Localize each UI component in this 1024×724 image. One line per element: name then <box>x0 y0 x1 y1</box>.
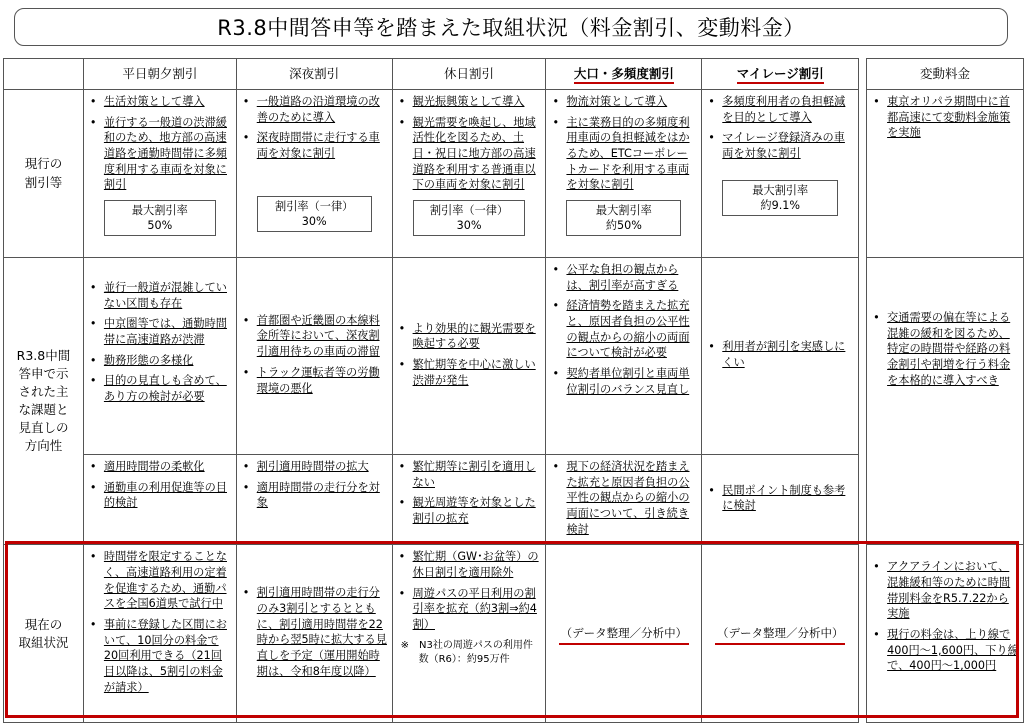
cell-issues-holiday <box>392 258 546 455</box>
list-item <box>88 549 232 612</box>
list-item <box>397 94 542 110</box>
list-item-text: 並行一般道が混雑していない区間も存在 <box>103 281 227 310</box>
list-item-text: 東京オリパラ期間中に首都高速にて変動料金施策を実施 <box>887 95 1011 140</box>
status-bulk-text: （データ整理／分析中） <box>559 625 690 645</box>
list-item-text: 契約者単位割引と車両単位割引のバランス見直し <box>566 367 690 396</box>
row-label-current-text: 現行の 割引等 <box>24 156 63 190</box>
cell-status-night <box>236 545 392 723</box>
status-mileage-text: （データ整理／分析中） <box>715 625 846 645</box>
list-item <box>397 459 542 490</box>
list-status-weekday <box>88 549 232 695</box>
list-item-text: 勤務形態の多様化 <box>103 353 194 367</box>
list-issues-night <box>241 313 388 396</box>
list-item <box>871 310 1019 388</box>
row-label-status-text: 現在の 取組状況 <box>18 616 69 650</box>
list-item <box>88 617 232 695</box>
cell-direction-holiday <box>392 455 546 545</box>
cell-issues-night <box>236 258 392 455</box>
list-item <box>88 94 232 110</box>
rate-value: 30% <box>456 219 482 233</box>
header-bulk-label: 大口・多頻度割引 <box>574 66 674 84</box>
list-item-text: 適用時間帯の柔軟化 <box>103 460 205 473</box>
list-item-text: 経済情勢を踏まえた拡充と、原因者負担の公平性の観点からの縮小の両面について検討が必要 <box>566 299 690 360</box>
row-label-issues <box>4 258 84 545</box>
list-item-text: 中京圏等では、通勤時間帯に高速道路が渋滞 <box>103 317 227 347</box>
list-item-text: 主に業務目的の多頻度利用車両の負担軽減をはかるため、ETCコーポレートカードを利用する車両を対象に割引 <box>566 115 690 192</box>
list-item-text: 観光周遊等を対象とした割引の拡充 <box>412 496 536 526</box>
list-item-text: 並行する一般道の渋滞緩和のため、地方部の高速道路を通勤時間帯に多頻度利用する車両を対象に割引 <box>103 115 227 192</box>
list-item-text: 目的の見直しも含めて、あり方の検討が必要 <box>103 374 227 404</box>
list-current-mileage <box>706 94 854 162</box>
cell-direction-mileage <box>702 455 859 545</box>
list-item-text: 事前に登録した区間において、10回分の料金で20回利用できる（21回目以降は、5割引の料金が請求） <box>103 618 227 694</box>
cell-issues-variable <box>867 258 1024 545</box>
cell-direction-night <box>236 455 392 545</box>
list-item <box>88 480 232 511</box>
list-item <box>241 480 388 511</box>
list-item <box>88 115 232 193</box>
list-item <box>397 115 542 193</box>
list-direction-bulk <box>550 459 697 537</box>
list-item <box>550 115 697 193</box>
cell-current-weekday <box>83 90 236 258</box>
list-item <box>706 483 854 514</box>
cell-current-mileage <box>702 90 859 258</box>
list-item <box>706 94 854 125</box>
list-item-text: 割引適用時間帯の走行分のみ3割引とするとともに、割引適用時間帯を22時から翌5時に拡大する見直しを予定（運用開始時期は、令和8年度以降） <box>256 586 387 678</box>
cell-status-variable <box>867 545 1024 723</box>
rate-box-night <box>257 196 372 232</box>
list-item-text: 観光需要を喚起し、地域活性化を図るため、土日・祝日に地方部の高速道路を利用する普通車以下の車両を対象に割引 <box>412 115 536 192</box>
list-issues-bulk <box>550 262 697 397</box>
row-label-status <box>4 545 84 723</box>
list-item <box>397 549 542 580</box>
list-item-text: 時間帯を限定することなく、高速道路利用の定着を促進するため、通勤パスを全国6道県で試行中 <box>103 550 227 611</box>
list-item-text: トラック運転者等の労働環境の悪化 <box>256 365 380 395</box>
cell-current-night <box>236 90 392 258</box>
list-status-night <box>241 585 388 679</box>
list-item-text: 現行の料金は、上り線で400円～1,600円、下り線で、400円～1,000円 <box>887 628 1019 673</box>
cell-status-bulk <box>546 545 702 723</box>
list-issues-holiday <box>397 321 542 389</box>
rate-box-weekday <box>104 200 216 236</box>
rate-value: 30% <box>301 214 327 228</box>
list-item <box>550 366 697 397</box>
list-item <box>88 316 232 347</box>
list-item <box>241 585 388 679</box>
cell-current-holiday <box>392 90 546 258</box>
cell-current-bulk <box>546 90 702 258</box>
list-item-text: 交通需要の偏在等による混雑の緩和を図るため、特定の時間帯や経路の料金割引や割増を行う料金を本格的に導入すべき <box>887 311 1011 387</box>
list-current-weekday <box>88 94 232 193</box>
rate-label: 最大割引率 <box>595 204 652 218</box>
rate-value: 約9.1% <box>760 198 801 212</box>
list-status-variable <box>871 559 1019 674</box>
cell-issues-weekday <box>83 258 236 455</box>
list-issues-weekday <box>88 280 232 405</box>
list-item-text: 首都圏や近畿圏の本線料金所等において、深夜割引適用待ちの車両の滞留 <box>256 313 380 359</box>
list-item-text: 繁忙期等を中心に激しい渋滞が発生 <box>412 358 536 387</box>
rate-box-bulk <box>566 200 681 236</box>
list-item-text: 割引適用時間帯の拡大 <box>256 460 369 473</box>
holiday-note: ※ N3社の周遊パスの利用件数（R6）：約95万件 <box>400 639 533 666</box>
cell-direction-weekday <box>83 455 236 545</box>
rate-box-holiday <box>413 200 526 236</box>
header-night: 深夜割引 <box>236 59 392 90</box>
list-item <box>397 321 542 352</box>
list-item <box>871 94 1019 141</box>
list-item-text: より効果的に観光需要を喚起する必要 <box>412 321 536 351</box>
list-item <box>550 262 697 293</box>
page-title: R3.8中間答申等を踏まえた取組状況（料金割引、変動料金） <box>14 8 1008 46</box>
list-item <box>88 280 232 311</box>
rate-value: 50% <box>147 219 173 233</box>
list-item <box>550 459 697 537</box>
list-item-text: 通勤車の利用促進等の目的検討 <box>103 480 227 510</box>
header-bulk <box>546 59 702 90</box>
column-gap <box>859 59 867 723</box>
list-item-text: 物流対策として導入 <box>566 95 668 108</box>
list-item <box>241 313 388 360</box>
list-item-text: 繁忙期等に割引を適用しない <box>412 460 536 489</box>
row-label-issues-text: R3.8中間 答申で示 された主 な課題と 見直しの 方向性 <box>16 347 71 454</box>
list-item <box>88 373 232 404</box>
list-item <box>241 130 388 161</box>
list-item-text: 観光振興策として導入 <box>412 95 525 108</box>
cell-status-weekday <box>83 545 236 723</box>
rate-value: 約50% <box>605 219 642 233</box>
header-mileage-label: マイレージ割引 <box>737 66 824 84</box>
list-item <box>397 357 542 388</box>
list-item-text: アクアラインにおいて、混雑緩和等のために時間帯別料金をR5.7.22から実施 <box>887 560 1011 621</box>
list-item-text: 一般道路の沿道環境の改善のために導入 <box>256 95 380 124</box>
list-item-text: 繁忙期（GW･お盆等）の休日割引を適用除外 <box>412 550 539 580</box>
list-item <box>706 130 854 161</box>
list-item <box>871 559 1019 622</box>
list-direction-night <box>241 459 388 511</box>
list-current-bulk <box>550 94 697 193</box>
list-current-holiday <box>397 94 542 193</box>
cell-status-holiday <box>392 545 546 723</box>
list-item <box>241 94 388 125</box>
header-holiday: 休日割引 <box>392 59 546 90</box>
list-status-holiday <box>397 549 542 632</box>
list-item <box>397 495 542 526</box>
rate-box-mileage <box>722 180 838 216</box>
row-label-current <box>4 90 84 258</box>
list-item-text: 多頻度利用者の負担軽減を目的として導入 <box>722 95 846 124</box>
list-item <box>241 459 388 475</box>
cell-status-mileage <box>702 545 859 723</box>
cell-issues-mileage <box>702 258 859 455</box>
cell-direction-bulk <box>546 455 702 545</box>
header-mileage <box>702 59 859 90</box>
rate-label: 割引率（一律） <box>275 199 354 213</box>
list-issues-variable <box>871 310 1019 388</box>
cell-issues-bulk <box>546 258 702 455</box>
list-item <box>397 586 542 633</box>
list-current-variable <box>871 94 1019 141</box>
list-item <box>871 627 1019 674</box>
list-item <box>241 365 388 396</box>
list-item <box>88 353 232 369</box>
cell-current-variable <box>867 90 1024 258</box>
list-item-text: 生活対策として導入 <box>103 95 205 108</box>
list-current-night <box>241 94 388 162</box>
list-item-text: マイレージ登録済みの車両を対象に割引 <box>722 131 845 161</box>
rate-label: 最大割引率 <box>131 204 188 218</box>
corner-cell <box>4 59 84 90</box>
list-item-text: 周遊パスの平日利用の割引率を拡充（約3割⇒約4割） <box>412 586 537 632</box>
list-item <box>706 339 854 370</box>
policy-table <box>3 58 1024 723</box>
rate-label: 割引率（一律） <box>429 204 509 218</box>
header-weekday: 平日朝夕割引 <box>83 59 236 90</box>
list-item <box>88 459 232 475</box>
list-item <box>550 94 697 110</box>
list-item-text: 適用時間帯の走行分を対象 <box>256 480 380 510</box>
list-direction-weekday <box>88 459 232 511</box>
list-item-text: 利用者が割引を実感しにくい <box>722 339 846 369</box>
header-variable: 変動料金 <box>867 59 1024 90</box>
list-item-text: 民間ポイント制度も参考に検討 <box>722 483 846 513</box>
list-item-text: 深夜時間帯に走行する車両を対象に割引 <box>256 131 380 161</box>
rate-label: 最大割引率 <box>752 183 809 197</box>
list-direction-mileage <box>706 483 854 514</box>
list-item-text: 現下の経済状況を踏まえた拡充と原因者負担の公平性の観点からの縮小の両面について、引き続き検討 <box>566 460 690 536</box>
list-item <box>550 298 697 361</box>
list-issues-mileage <box>706 339 854 370</box>
list-item-text: 公平な負担の観点からは、割引率が高すぎる <box>566 263 679 292</box>
list-direction-holiday <box>397 459 542 527</box>
